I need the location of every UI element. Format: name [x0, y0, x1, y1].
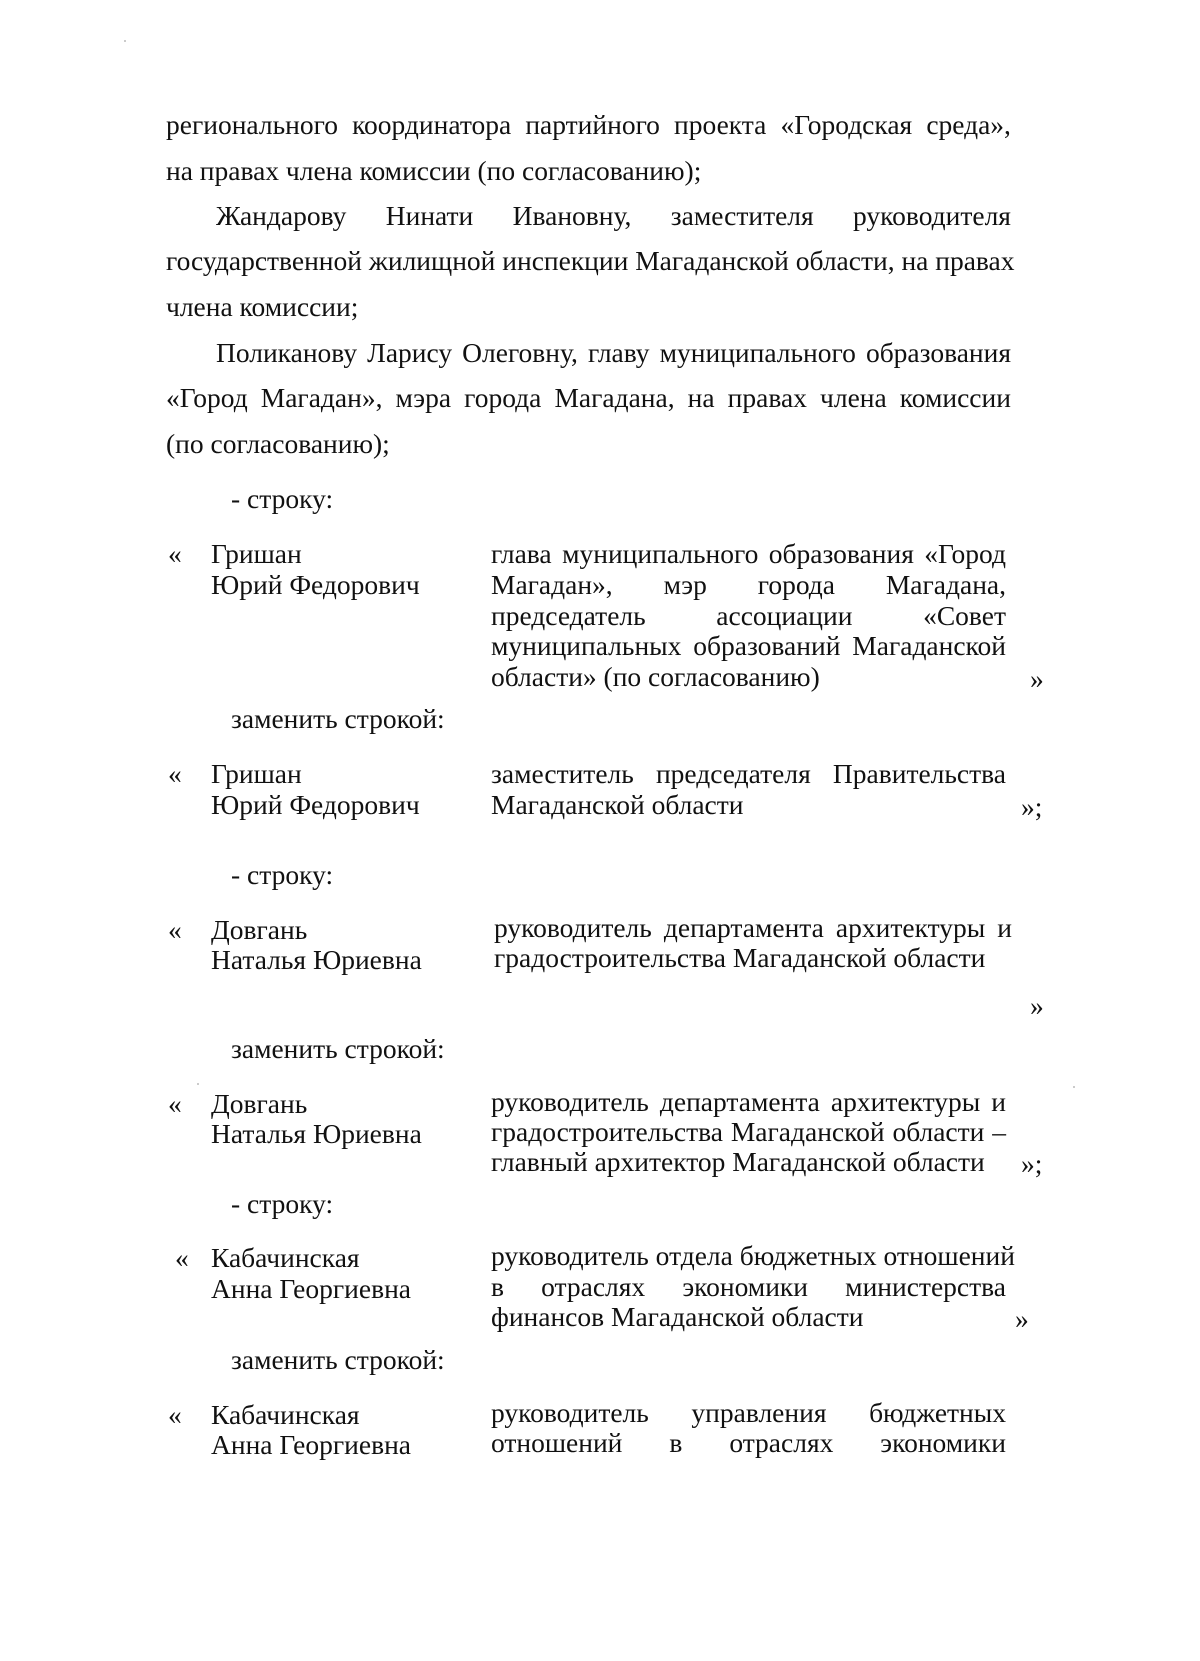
member-given-names: Анна Георгиевна	[211, 1273, 411, 1304]
word: министерства	[845, 1271, 1006, 1302]
member-position-line: финансов Магаданской области	[491, 1301, 864, 1332]
member-position-line	[491, 1116, 1006, 1148]
member-given-names: Анна Георгиевна	[211, 1429, 411, 1460]
intro-line-6	[216, 337, 1011, 369]
member-given-names: Наталья Юриевна	[211, 1118, 422, 1149]
word: архитектуры	[830, 1086, 981, 1117]
member-position-line: главный архитектор Магаданской области	[491, 1146, 985, 1177]
word: и	[997, 912, 1012, 943]
close-quote: »	[1030, 663, 1044, 694]
member-surname: Довгань	[211, 914, 308, 945]
word: правах	[727, 382, 807, 413]
word: отраслях	[541, 1271, 646, 1302]
member-position-line	[491, 1271, 1006, 1303]
close-quote-semicolon: »;	[1021, 1148, 1043, 1179]
member-position-line	[491, 630, 1006, 662]
member-given-names: Наталья Юриевна	[211, 944, 422, 975]
intro-line-2: на правах члена комиссии (по согласованию);	[166, 155, 702, 186]
word: регионального	[166, 109, 338, 140]
replace-with-label: заменить строкой:	[231, 703, 445, 734]
member-position-line	[491, 1427, 1006, 1459]
word: образования	[865, 337, 1011, 368]
word: муниципальных	[491, 630, 682, 661]
word: муниципального	[562, 538, 759, 569]
replace-with-label: заменить строкой:	[231, 1033, 445, 1064]
intro-line-1	[166, 109, 1011, 141]
open-quote: «	[168, 538, 182, 569]
word: мэра	[395, 382, 452, 413]
word: образования	[768, 538, 914, 569]
word: заместитель	[491, 758, 634, 789]
word: на	[687, 382, 715, 413]
word: партийного	[525, 109, 660, 140]
word: «Город	[166, 382, 248, 413]
line-ref-label: - строку:	[231, 1188, 334, 1219]
word: мэр	[663, 569, 707, 600]
member-surname: Гришан	[211, 758, 302, 789]
intro-line-3	[216, 200, 1011, 232]
word: области	[892, 1116, 985, 1147]
word: среда»,	[926, 109, 1011, 140]
open-quote: «	[175, 1242, 189, 1273]
word: Жандарову	[216, 200, 347, 231]
word: «Город	[924, 538, 1006, 569]
word: руководитель	[491, 1397, 649, 1428]
close-quote: »	[1030, 990, 1044, 1021]
word: Олеговну,	[462, 337, 578, 368]
word: Магадан»,	[260, 382, 383, 413]
word: заместителя	[670, 200, 814, 231]
member-surname: Кабачинская	[211, 1242, 360, 1273]
word: отношений	[491, 1427, 623, 1458]
word: комиссии	[899, 382, 1011, 413]
replace-with-label: заменить строкой:	[231, 1344, 445, 1375]
word: в	[491, 1271, 504, 1302]
word: департамента	[663, 912, 824, 943]
intro-line-5: члена комиссии;	[166, 291, 359, 322]
word: отраслях	[729, 1427, 834, 1458]
word: бюджетных	[869, 1397, 1006, 1428]
close-quote: »	[1015, 1303, 1029, 1334]
member-given-names: Юрий Федорович	[211, 789, 420, 820]
member-surname: Довгань	[211, 1088, 308, 1119]
scan-speck	[1073, 1086, 1075, 1088]
close-quote-semicolon: »;	[1021, 791, 1043, 822]
word: в	[669, 1427, 683, 1458]
word: экономики	[682, 1271, 809, 1302]
open-quote: «	[168, 1399, 182, 1430]
word: образований	[693, 630, 841, 661]
scan-speck	[197, 1083, 199, 1085]
word: Поликанову	[216, 337, 358, 368]
word: «Городская	[780, 109, 913, 140]
word: координатора	[352, 109, 512, 140]
word: управления	[691, 1397, 827, 1428]
word: председателя	[655, 758, 811, 789]
open-quote: «	[168, 758, 182, 789]
word: Нинати	[385, 200, 474, 231]
open-quote: «	[168, 1088, 182, 1119]
word: и	[991, 1086, 1006, 1117]
member-position-line: градостроительства Магаданской области	[494, 942, 986, 973]
member-position-line	[491, 538, 1006, 570]
word: руководителя	[853, 200, 1011, 231]
word: Магадана,	[885, 569, 1006, 600]
member-position-line	[491, 758, 1006, 790]
member-position-line	[491, 1086, 1006, 1118]
member-position-line	[494, 912, 1012, 944]
word: глава	[491, 538, 552, 569]
word: Магаданской	[852, 630, 1006, 661]
intro-line-8: (по согласованию);	[166, 428, 390, 459]
word: –	[992, 1116, 1006, 1147]
line-ref-label: - строку:	[231, 483, 334, 514]
member-surname: Кабачинская	[211, 1399, 360, 1430]
intro-line-4: государственной жилищной инспекции Магаданской области, на правах	[166, 245, 1015, 276]
member-surname: Гришан	[211, 538, 302, 569]
word: города	[464, 382, 542, 413]
word: ассоциации	[716, 600, 853, 631]
scan-speck	[124, 40, 126, 42]
member-position-line: Магаданской области	[491, 789, 744, 820]
member-position-line	[491, 600, 1006, 632]
line-ref-label: - строку:	[231, 859, 334, 890]
word: главу	[587, 337, 650, 368]
open-quote: «	[168, 914, 182, 945]
word: Магадан»,	[491, 569, 613, 600]
word: председатель	[491, 600, 646, 631]
word: Ларису	[367, 337, 453, 368]
member-position-line	[491, 569, 1006, 601]
intro-line-7	[166, 382, 1011, 414]
word: руководитель	[494, 912, 652, 943]
word: экономики	[880, 1427, 1006, 1458]
word: архитектуры	[835, 912, 986, 943]
member-position-line: руководитель отдела бюджетных отношений	[491, 1240, 1015, 1271]
word: департамента	[659, 1086, 820, 1117]
member-given-names: Юрий Федорович	[211, 569, 420, 600]
word: Магадана,	[554, 382, 675, 413]
word: города	[757, 569, 835, 600]
word: Правительства	[832, 758, 1006, 789]
word: Магаданской	[730, 1116, 885, 1147]
word: «Совет	[923, 600, 1006, 631]
word: градостроительства	[491, 1116, 723, 1147]
member-position-line	[491, 1397, 1006, 1429]
word: муниципального	[659, 337, 856, 368]
word: руководитель	[491, 1086, 649, 1117]
member-position-line: области» (по согласованию)	[491, 661, 820, 692]
word: Ивановну,	[512, 200, 632, 231]
word: члена	[820, 382, 887, 413]
word: проекта	[674, 109, 767, 140]
